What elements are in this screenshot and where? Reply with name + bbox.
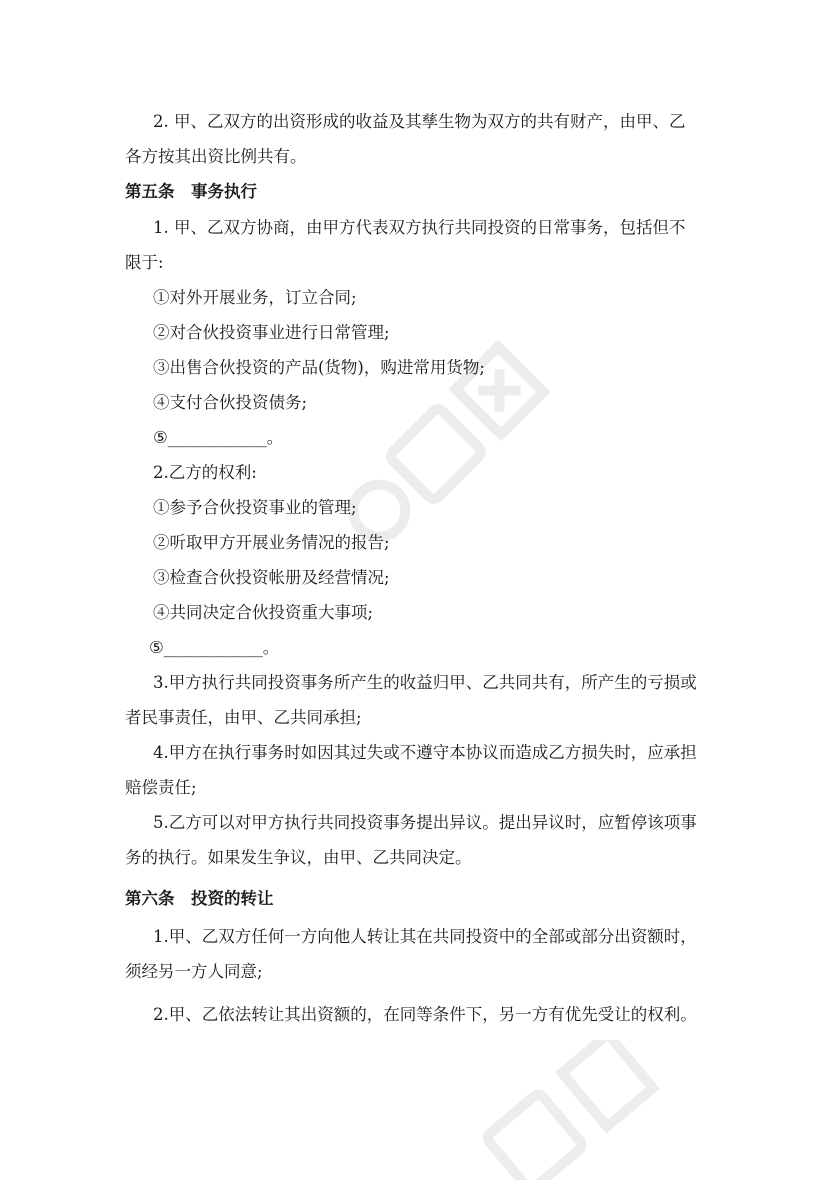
clause-5-item-1-line-2: 限于: [125, 253, 164, 272]
clause-6-item-2-line-1: 2.甲、乙依法转让其出资额的，在同等条件下，另一方有优先受让的权利。 [153, 1005, 697, 1024]
clause-5-item-2-title: 2.乙方的权利: [153, 463, 257, 482]
clause-6-item-1-line-1: 1.甲、乙双方任何一方向他人转让其在共同投资中的全部或部分出资额时， [153, 927, 697, 946]
clause-5-item-5-line-1: 5.乙方可以对甲方执行共同投资事务提出异议。提出异议时，应暂停该项事 [153, 813, 697, 832]
list-item: ④支付合伙投资债务; [153, 393, 308, 412]
list-item: ②对合伙投资事业进行日常管理; [153, 323, 390, 342]
clause-4-item-2-line-1: 2. 甲、乙双方的出资形成的收益及其孳生物为双方的共有财产，由甲、乙 [153, 112, 686, 131]
list-item: ③出售合伙投资的产品(货物)，购进常用货物; [153, 358, 485, 377]
clause-4-item-2-line-2: 各方按其出资比例共有。 [125, 147, 307, 166]
clause-5-item-5-line-2: 务的执行。如果发生争议，由甲、乙共同决定。 [125, 848, 472, 867]
clause-5-item-4-line-2: 赔偿责任; [125, 778, 197, 797]
list-item: ①对外开展业务，订立合同; [153, 288, 357, 307]
list-item: ①参予合伙投资事业的管理; [153, 498, 357, 517]
clause-5-item-3-line-1: 3.甲方执行共同投资事务所产生的收益归甲、乙共同共有，所产生的亏损或 [153, 673, 697, 692]
list-item-blank: ⑤____________。 [153, 428, 284, 447]
section-heading-article-5: 第五条 事务执行 [125, 182, 257, 201]
list-item-blank: ⑤____________。 [149, 638, 280, 657]
list-item: ④共同决定合伙投资重大事项; [153, 603, 374, 622]
clause-5-item-3-line-2: 者民事责任，由甲、乙共同承担; [125, 708, 362, 727]
clause-5-item-4-line-1: 4.甲方在执行事务时如因其过失或不遵守本协议而造成乙方损失时，应承担 [153, 743, 697, 762]
clause-6-item-1-line-2: 须经另一方人同意; [125, 962, 263, 981]
clause-5-item-1-line-1: 1. 甲、乙双方协商，由甲方代表双方执行共同投资的日常事务，包括但不 [153, 218, 686, 237]
section-heading-article-6: 第六条 投资的转让 [125, 889, 274, 908]
list-item: ③检查合伙投资帐册及经营情况; [153, 568, 390, 587]
list-item: ②听取甲方开展业务情况的报告; [153, 533, 390, 552]
watermark-logo-2 [430, 1040, 730, 1180]
